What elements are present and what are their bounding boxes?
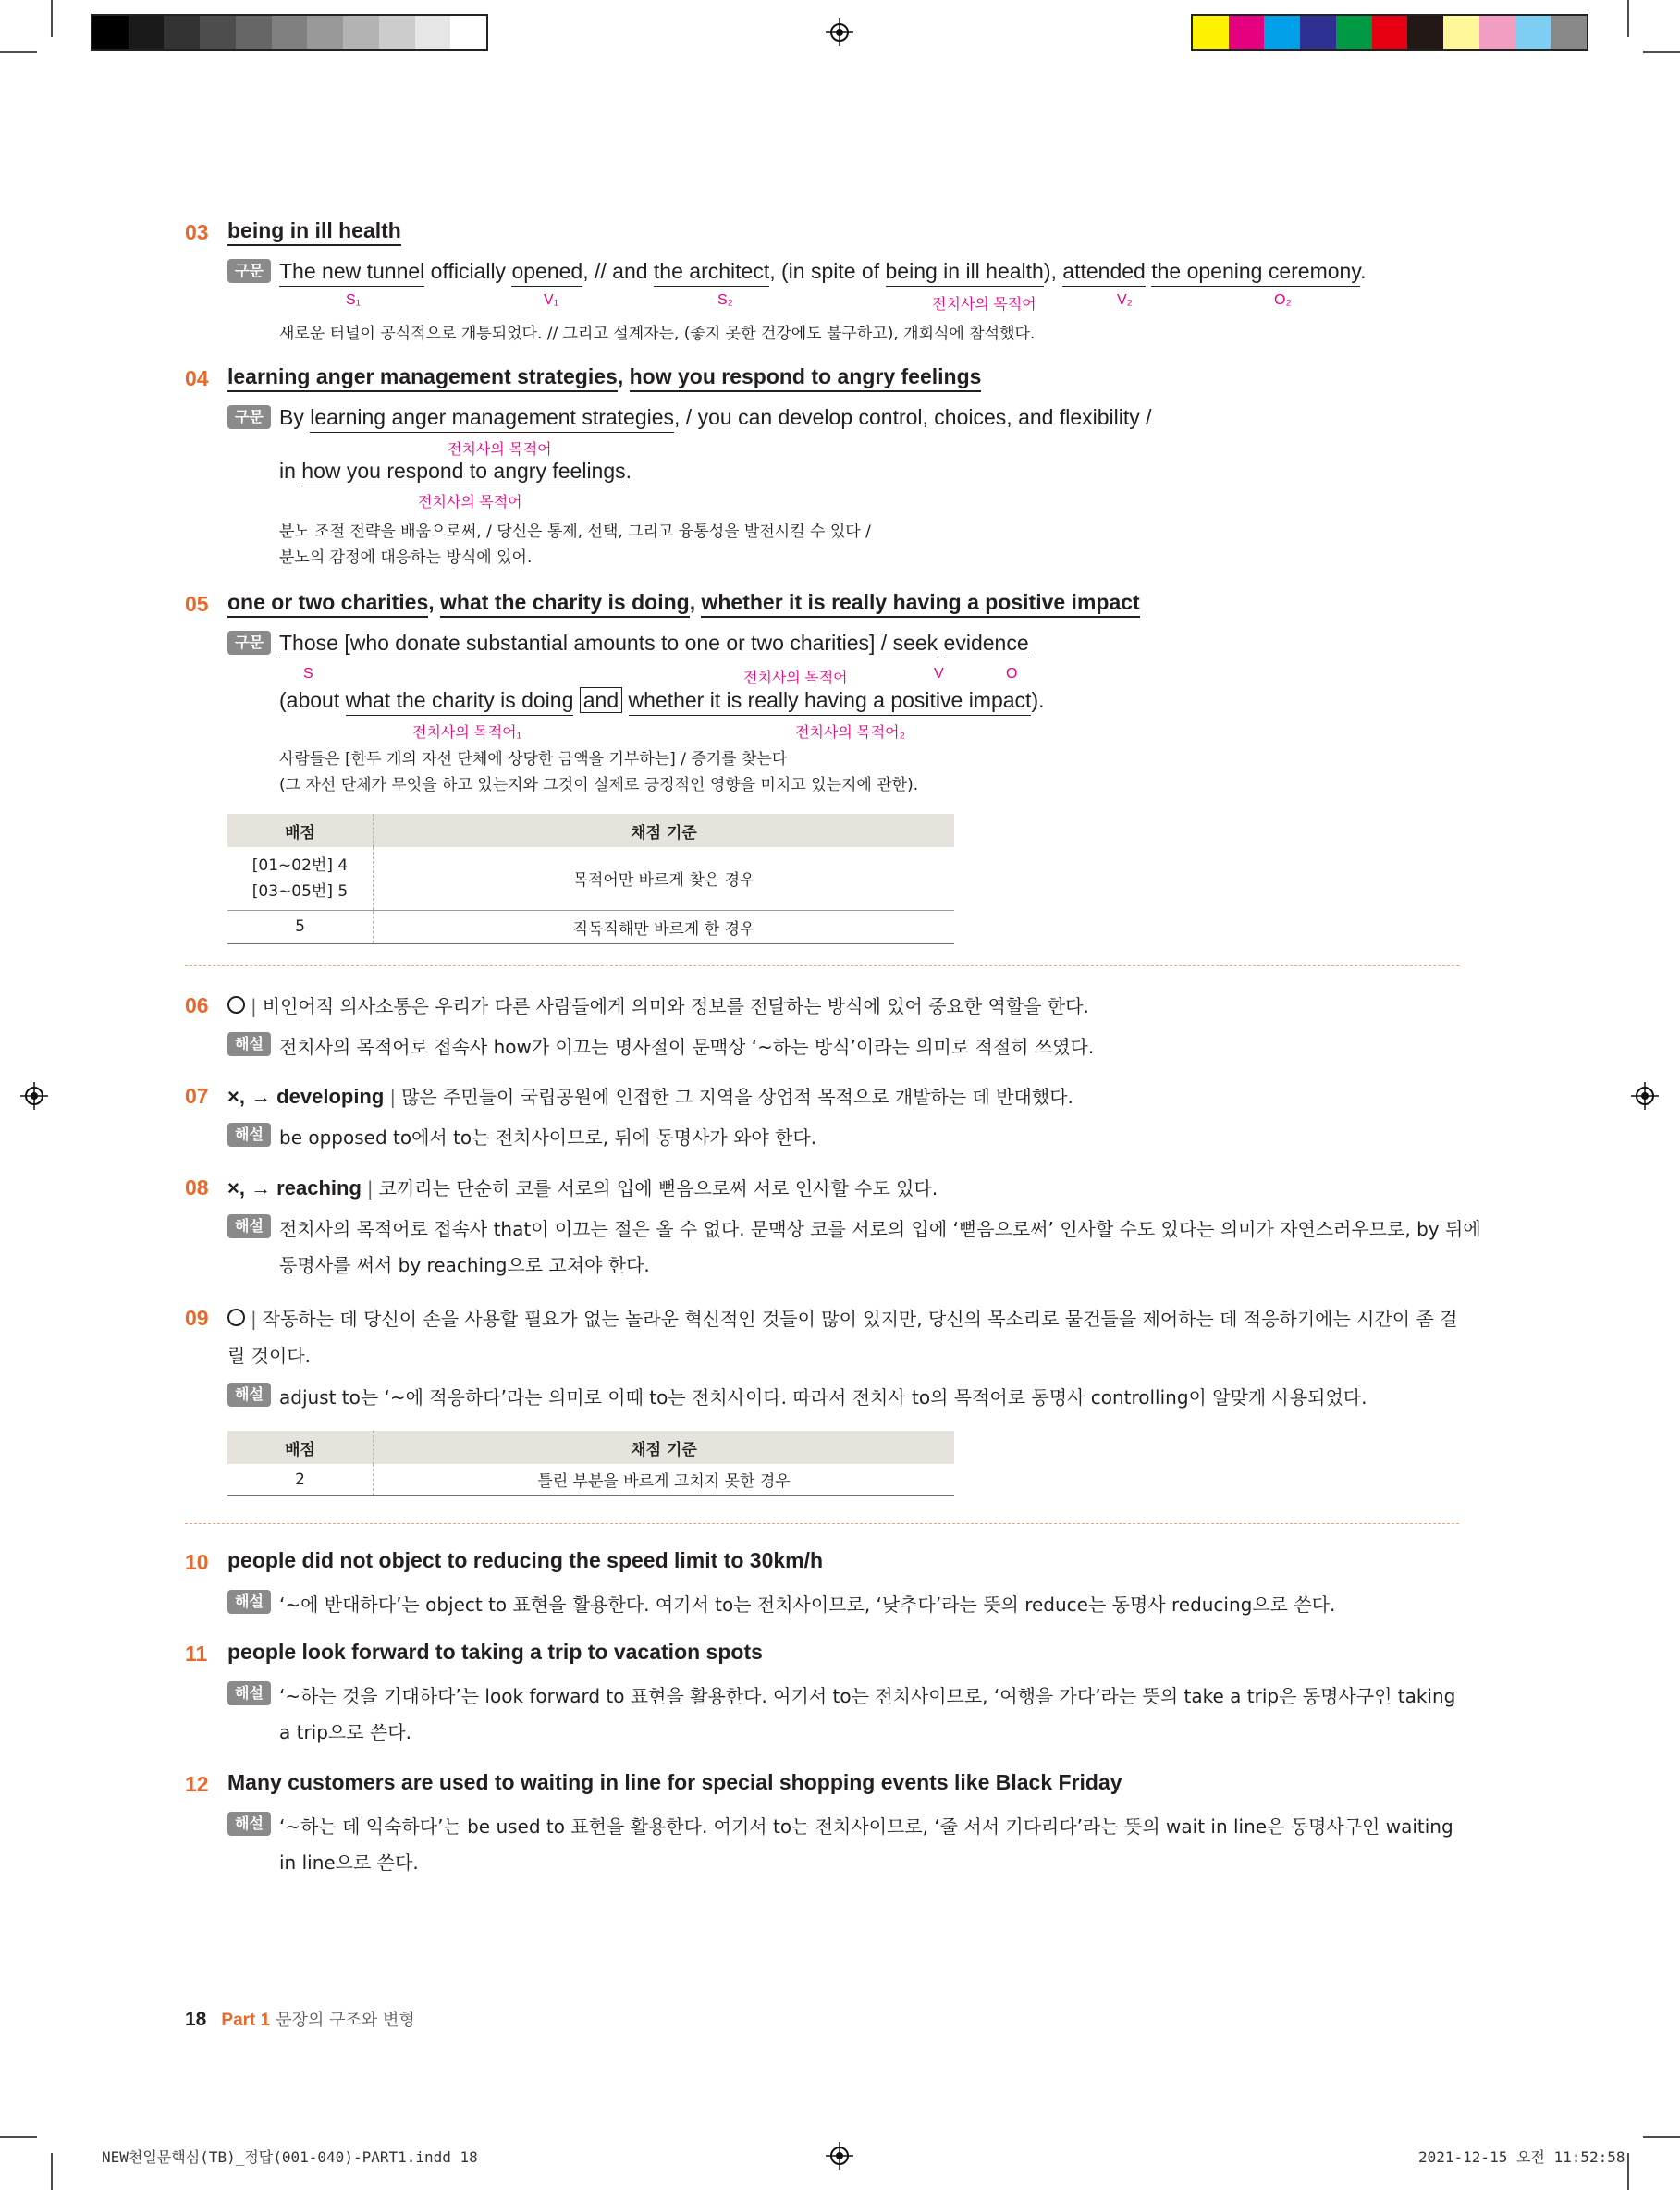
criteria-cell: 틀린 부분을 바르게 고치지 못한 경우 bbox=[374, 1464, 955, 1495]
answer-line: ×, → reaching | 코끼리는 단순히 코를 서로의 입에 뻗음으로써 서로 인사할 수도 있다. bbox=[227, 1176, 938, 1200]
gray-swatch bbox=[272, 16, 308, 49]
prep-object: being in ill health bbox=[886, 259, 1044, 287]
answer-line: | 작동하는 데 당신이 손을 사용할 필요가 없는 놀라운 혁신적인 것들이 많이 있지만, 당신의 목소리로 물건들을 제어하는 데 적응하기에는 시간이 좀 걸 bbox=[227, 1304, 1457, 1331]
gloss-v2: V₂ bbox=[1117, 292, 1133, 308]
registration-mark-icon bbox=[1631, 1082, 1659, 1110]
color-swatch bbox=[1372, 16, 1408, 49]
color-swatch bbox=[1336, 16, 1372, 49]
gloss-v1: V₁ bbox=[544, 292, 559, 308]
explanation-tag: 해설 bbox=[227, 1214, 271, 1238]
text-segment: By bbox=[279, 405, 311, 429]
item-number: 08 bbox=[185, 1175, 209, 1200]
explanation-text: ‘~하는 것을 기대하다’는 look forward to 표현을 활용한다. 여기서 to는 전치사이므로, ‘여행을 가다’라는 뜻의 take a trip은 동명사구인 taking bbox=[279, 1685, 1456, 1707]
syntax-tag: 구문 bbox=[227, 405, 271, 429]
analysis-sentence bbox=[279, 631, 1029, 656]
gloss-s2: S₂ bbox=[717, 292, 733, 308]
crop-mark bbox=[0, 51, 37, 53]
crop-mark bbox=[1627, 0, 1629, 37]
color-swatch bbox=[1551, 16, 1587, 49]
text-segment: . bbox=[1360, 259, 1367, 283]
explanation-tag: 해설 bbox=[227, 1123, 271, 1147]
scoring-table bbox=[227, 1431, 954, 1496]
answer-line: Many customers are used to waiting in line for special shopping events like Black Friday bbox=[227, 1770, 1122, 1794]
page-number: 18 bbox=[185, 2009, 207, 2030]
explanation-tag: 해설 bbox=[227, 1032, 271, 1056]
gloss-object: O bbox=[1006, 666, 1018, 682]
crop-mark bbox=[1643, 51, 1680, 53]
table-header bbox=[227, 814, 954, 847]
color-swatch bbox=[1193, 16, 1229, 49]
crop-mark bbox=[1643, 2136, 1680, 2138]
score-line: [03~05번] 5 bbox=[251, 881, 349, 901]
korean-translation: 새로운 터널이 공식적으로 개통되었다. // 그리고 설계자는, (좋지 못한 건강에도 불구하고), 개회식에 참석했다. bbox=[279, 325, 1036, 343]
table-row bbox=[227, 847, 954, 910]
part-title: 문장의 구조와 변형 bbox=[276, 2011, 415, 2030]
subject-2: the architect bbox=[654, 259, 769, 287]
analysis-sentence bbox=[279, 688, 1045, 713]
gloss-prep-object: 전치사의 목적어 bbox=[932, 297, 1036, 313]
syntax-tag: 구문 bbox=[227, 259, 271, 283]
answer-text: how you respond to angry feelings bbox=[630, 364, 982, 392]
korean-translation: 분노 조절 전략을 배움으로써, / 당신은 통제, 선택, 그리고 융통성을 발전시킬 수 있다 / bbox=[279, 523, 871, 541]
answer-line: people look forward to taking a trip to vacation spots bbox=[227, 1640, 763, 1664]
item-number: 03 bbox=[185, 220, 209, 244]
gloss-o2: O₂ bbox=[1274, 292, 1292, 308]
boxed-conjunction: and bbox=[580, 687, 622, 713]
gloss-prep-object: 전치사의 목적어 bbox=[743, 671, 848, 686]
gloss-prep-object: 전치사의 목적어 bbox=[448, 442, 552, 458]
answer-text: what the charity is doing bbox=[440, 590, 690, 618]
answer-line: people did not object to reducing the speed limit to 30km/h bbox=[227, 1548, 824, 1572]
text-segment: , / you can develop control, choices, and flexibility / bbox=[674, 405, 1152, 429]
korean-translation: 분노의 감정에 대응하는 방식에 있어. bbox=[279, 548, 533, 567]
prep-object-1: what the charity is doing bbox=[346, 688, 574, 716]
prep-object: one or two charities bbox=[685, 631, 869, 658]
text-segment: ). bbox=[1031, 688, 1045, 712]
score-cell: 5 bbox=[227, 910, 374, 943]
gloss-prep-object-2: 전치사의 목적어₂ bbox=[795, 725, 905, 741]
header-score: 배점 bbox=[227, 1431, 374, 1464]
translation-text: 코끼리는 단순히 코를 서로의 입에 뻗음으로써 서로 인사할 수도 있다. bbox=[378, 1177, 938, 1200]
header-criteria: 채점 기준 bbox=[374, 814, 955, 847]
registration-mark-icon bbox=[20, 1082, 48, 1110]
separator: , bbox=[689, 590, 702, 614]
gloss-prep-object-1: 전치사의 목적어₁ bbox=[412, 725, 522, 741]
answer-line: ×, → developing | 많은 주민들이 국립공원에 인접한 그 지역을 상업적 목적으로 개발하는 데 반대했다. bbox=[227, 1085, 1073, 1108]
color-swatch bbox=[1407, 16, 1443, 49]
explanation-tag: 해설 bbox=[227, 1812, 271, 1836]
translation-text: 작동하는 데 당신이 손을 사용할 필요가 없는 놀라운 혁신적인 것들이 많이 있지만, 당신의 목소리로 물건들을 제어하는 데 적응하기에는 시간이 좀 걸 bbox=[262, 1308, 1458, 1330]
slug-filename: NEW천일문핵심(TB)_정답(001-040)-PART1.indd 18 bbox=[102, 2148, 478, 2166]
item-number: 10 bbox=[185, 1550, 209, 1574]
analysis-sentence bbox=[279, 405, 1152, 430]
correction-mark: ×, → developing bbox=[227, 1085, 385, 1108]
gloss-verb: V bbox=[934, 666, 944, 682]
gray-swatch bbox=[236, 16, 272, 49]
scoring-table bbox=[227, 814, 954, 944]
registration-mark-icon bbox=[826, 18, 853, 46]
color-swatch bbox=[1443, 16, 1479, 49]
subject: ] / bbox=[869, 631, 893, 658]
text-segment bbox=[938, 631, 943, 655]
registration-mark-icon bbox=[826, 2142, 853, 2170]
answer-line: | 비언어적 의사소통은 우리가 다른 사람들에게 의미와 정보를 전달하는 방식에 있어 중요한 역할을 한다. bbox=[227, 991, 1089, 1018]
criteria-cell: 직독직해만 바르게 한 경우 bbox=[374, 910, 955, 943]
explanation-text: ‘~에 반대하다’는 object to 표현을 활용한다. 여기서 to는 전치사이므로, ‘낮추다’라는 뜻의 reduce는 동명사 reducing으로 쓴다. bbox=[279, 1593, 1336, 1616]
gray-swatch bbox=[307, 16, 343, 49]
prep-object-2: whether it is really having a positive impact bbox=[629, 688, 1032, 716]
correction-mark: ×, → reaching bbox=[227, 1176, 362, 1200]
analysis-sentence bbox=[279, 459, 632, 484]
item-number: 05 bbox=[185, 592, 209, 616]
score-cell: 2 bbox=[227, 1464, 374, 1495]
gray-swatch bbox=[200, 16, 236, 49]
explanation-text: in line으로 쓴다. bbox=[279, 1852, 419, 1874]
section-divider bbox=[185, 965, 1459, 966]
answer-text: learning anger management strategies bbox=[227, 364, 618, 392]
color-swatch bbox=[1300, 16, 1336, 49]
analysis-sentence bbox=[279, 259, 1367, 284]
translation-text: 많은 주민들이 국립공원에 인접한 그 지역을 상업적 목적으로 개발하는 데 반대했다. bbox=[401, 1086, 1073, 1108]
object-2: the opening ceremony bbox=[1151, 259, 1360, 287]
text-segment: , // and bbox=[582, 259, 654, 283]
color-swatch bbox=[1229, 16, 1265, 49]
explanation-tag: 해설 bbox=[227, 1681, 271, 1705]
circle-icon bbox=[227, 996, 245, 1014]
table-row bbox=[227, 1464, 954, 1495]
verb: seek bbox=[893, 631, 938, 658]
answer-line bbox=[227, 218, 401, 243]
gray-swatch bbox=[92, 16, 129, 49]
gray-swatch bbox=[415, 16, 451, 49]
explanation-tag: 해설 bbox=[227, 1590, 271, 1614]
item-number: 12 bbox=[185, 1772, 209, 1796]
gray-swatch bbox=[379, 16, 415, 49]
color-swatch bbox=[1515, 16, 1551, 49]
gloss-s1: S₁ bbox=[346, 292, 362, 308]
score-cell bbox=[227, 847, 374, 910]
separator: , bbox=[428, 590, 441, 614]
header-score: 배점 bbox=[227, 814, 374, 847]
syntax-tag: 구문 bbox=[227, 631, 271, 655]
color-swatch bbox=[1264, 16, 1300, 49]
verb-2: attended bbox=[1062, 259, 1146, 287]
text-segment: officially bbox=[424, 259, 512, 283]
item-number: 09 bbox=[185, 1306, 209, 1330]
table-row bbox=[227, 910, 954, 943]
crop-mark bbox=[0, 2136, 37, 2138]
gray-swatch bbox=[164, 16, 200, 49]
answer-line bbox=[227, 364, 981, 389]
criteria-cell: 목적어만 바르게 찾은 경우 bbox=[374, 847, 955, 910]
subject: Those [who donate substantial amounts to bbox=[279, 631, 685, 658]
translation-text: 비언어적 의사소통은 우리가 다른 사람들에게 의미와 정보를 전달하는 방식에 있어 중요한 역할을 한다. bbox=[262, 995, 1089, 1017]
process-color-bar bbox=[1191, 14, 1588, 51]
subject-1: The new tunnel bbox=[279, 259, 424, 287]
circle-icon bbox=[227, 1309, 245, 1326]
score-line: [01~02번] 4 bbox=[251, 855, 349, 875]
item-number: 07 bbox=[185, 1084, 209, 1108]
part-label: Part 1 bbox=[221, 2011, 271, 2030]
answer-line bbox=[227, 590, 1140, 615]
korean-translation: 사람들은 [한두 개의 자선 단체에 상당한 금액을 기부하는] / 증거를 찾는다 bbox=[279, 750, 788, 769]
section-divider bbox=[185, 1523, 1459, 1524]
text-segment: , (in spite of bbox=[769, 259, 886, 283]
slug-timestamp: 2021-12-15 오전 11:52:58 bbox=[1418, 2148, 1625, 2166]
answer-text: whether it is really having a positive impact bbox=[701, 590, 1139, 618]
gloss-prep-object: 전치사의 목적어 bbox=[418, 495, 522, 511]
answer-text: one or two charities bbox=[227, 590, 428, 618]
answer-text: being in ill health bbox=[227, 218, 401, 246]
item-number: 04 bbox=[185, 366, 209, 390]
prep-object: how you respond to angry feelings bbox=[301, 459, 625, 486]
text-segment: (about bbox=[279, 688, 346, 712]
gray-swatch bbox=[450, 16, 486, 49]
header-criteria: 채점 기준 bbox=[374, 1431, 955, 1464]
explanation-text: ‘~하는 데 익숙하다’는 be used to 표현을 활용한다. 여기서 to는 전치사이므로, ‘줄 서서 기다리다’라는 뜻의 wait in line은 동명사구인 waiting bbox=[279, 1815, 1453, 1838]
gloss-subject: S bbox=[303, 666, 313, 682]
item-number: 06 bbox=[185, 993, 209, 1017]
separator: , bbox=[617, 364, 630, 388]
text-segment: in bbox=[279, 459, 302, 483]
explanation-tag: 해설 bbox=[227, 1383, 271, 1407]
korean-translation: (그 자선 단체가 무엇을 하고 있는지와 그것이 실제로 긍정적인 영향을 미치고 있는지에 관한). bbox=[279, 776, 919, 794]
color-swatch bbox=[1479, 16, 1515, 49]
verb-1: opened bbox=[511, 259, 582, 287]
explanation-text: 동명사를 써서 by reaching으로 고쳐야 한다. bbox=[279, 1254, 650, 1276]
crop-mark bbox=[51, 2153, 53, 2190]
crop-mark bbox=[1627, 2153, 1629, 2190]
page-footer bbox=[185, 2007, 415, 2031]
translation-text: 릴 것이다. bbox=[227, 1345, 311, 1367]
explanation-text: 전치사의 목적어로 접속사 that이 이끄는 절은 올 수 없다. 문맥상 코를 서로의 입에 ‘뻗음으로써’ 인사할 수도 있다는 의미가 자연스러우므로, by 뒤에 bbox=[279, 1218, 1481, 1240]
gray-swatch bbox=[343, 16, 379, 49]
prep-object: learning anger management strategies bbox=[310, 405, 674, 433]
text-segment: . bbox=[625, 459, 632, 483]
crop-mark bbox=[51, 0, 53, 37]
table-header bbox=[227, 1431, 954, 1464]
gray-swatch bbox=[129, 16, 165, 49]
object: evidence bbox=[944, 631, 1029, 658]
grayscale-color-bar bbox=[91, 14, 488, 51]
text-segment: ), bbox=[1043, 259, 1063, 283]
explanation-text: be opposed to에서 to는 전치사이므로, 뒤에 동명사가 와야 한다. bbox=[279, 1126, 817, 1149]
explanation-text: 전치사의 목적어로 접속사 how가 이끄는 명사절이 문맥상 ‘~하는 방식’이라는 의미로 적절히 쓰였다. bbox=[279, 1036, 1095, 1058]
explanation-text: a trip으로 쓴다. bbox=[279, 1721, 411, 1743]
explanation-text: adjust to는 ‘~에 적응하다’라는 의미로 이때 to는 전치사이다. 따라서 전치사 to의 목적어로 동명사 controlling이 알맞게 사용되었다. bbox=[279, 1386, 1367, 1409]
item-number: 11 bbox=[185, 1642, 208, 1666]
